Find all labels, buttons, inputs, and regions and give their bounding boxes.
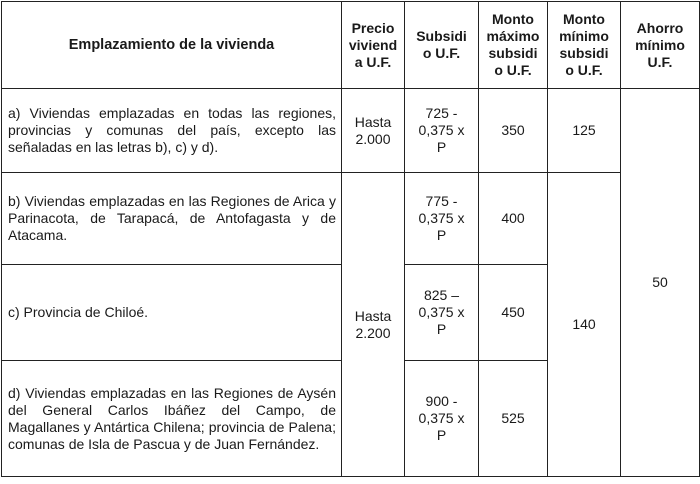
row-d-max-subsidy: 525 (479, 361, 548, 477)
header-max-subsidy: Monto máximo subsidi o U.F. (479, 2, 548, 89)
row-c-location: c) Provincia de Chiloé. (2, 265, 342, 361)
price-group-2: Hasta 2.200 (342, 173, 405, 477)
row-a-subsidy: 725 - 0,375 x P (405, 89, 479, 173)
row-c-max-subsidy: 450 (479, 265, 548, 361)
header-subsidy: Subsidi o U.F. (405, 2, 479, 89)
subsidy-table (1, 1, 700, 477)
row-d-subsidy: 900 - 0,375 x P (405, 361, 479, 477)
min-subsidy-group-1: 125 (548, 89, 621, 173)
table-row (2, 173, 700, 265)
min-savings-all: 50 (621, 89, 700, 477)
min-subsidy-group-2: 140 (548, 173, 621, 477)
row-b-max-subsidy: 400 (479, 173, 548, 265)
header-min-subsidy: Monto mínimo subsidi o U.F. (548, 2, 621, 89)
row-b-location: b) Viviendas emplazadas en las Regiones de Arica y Parinacota, de Tarapacá, de Antofagasta y de Atacama. (2, 173, 342, 265)
price-group-1: Hasta 2.000 (342, 89, 405, 173)
header-location: Emplazamiento de la vivienda (2, 2, 342, 89)
header-row (2, 2, 700, 89)
header-min-savings: Ahorro mínimo U.F. (621, 2, 700, 89)
row-a-max-subsidy: 350 (479, 89, 548, 173)
header-price: Precio viviend a U.F. (342, 2, 405, 89)
row-b-subsidy: 775 - 0,375 x P (405, 173, 479, 265)
row-d-location: d) Viviendas emplazadas en las Regiones de Aysén del General Carlos Ibáñez del Campo, de Magallanes y Antártica Chilena; provincia de Palena; comunas de Isla de Pascua y de Juan Fernández. (2, 361, 342, 477)
row-a-location: a) Viviendas emplazadas en todas las regiones, provincias y comunas del país, excepto las señaladas en las letras b), c) y d). (2, 89, 342, 173)
table-row (2, 89, 700, 173)
row-c-subsidy: 825 – 0,375 x P (405, 265, 479, 361)
